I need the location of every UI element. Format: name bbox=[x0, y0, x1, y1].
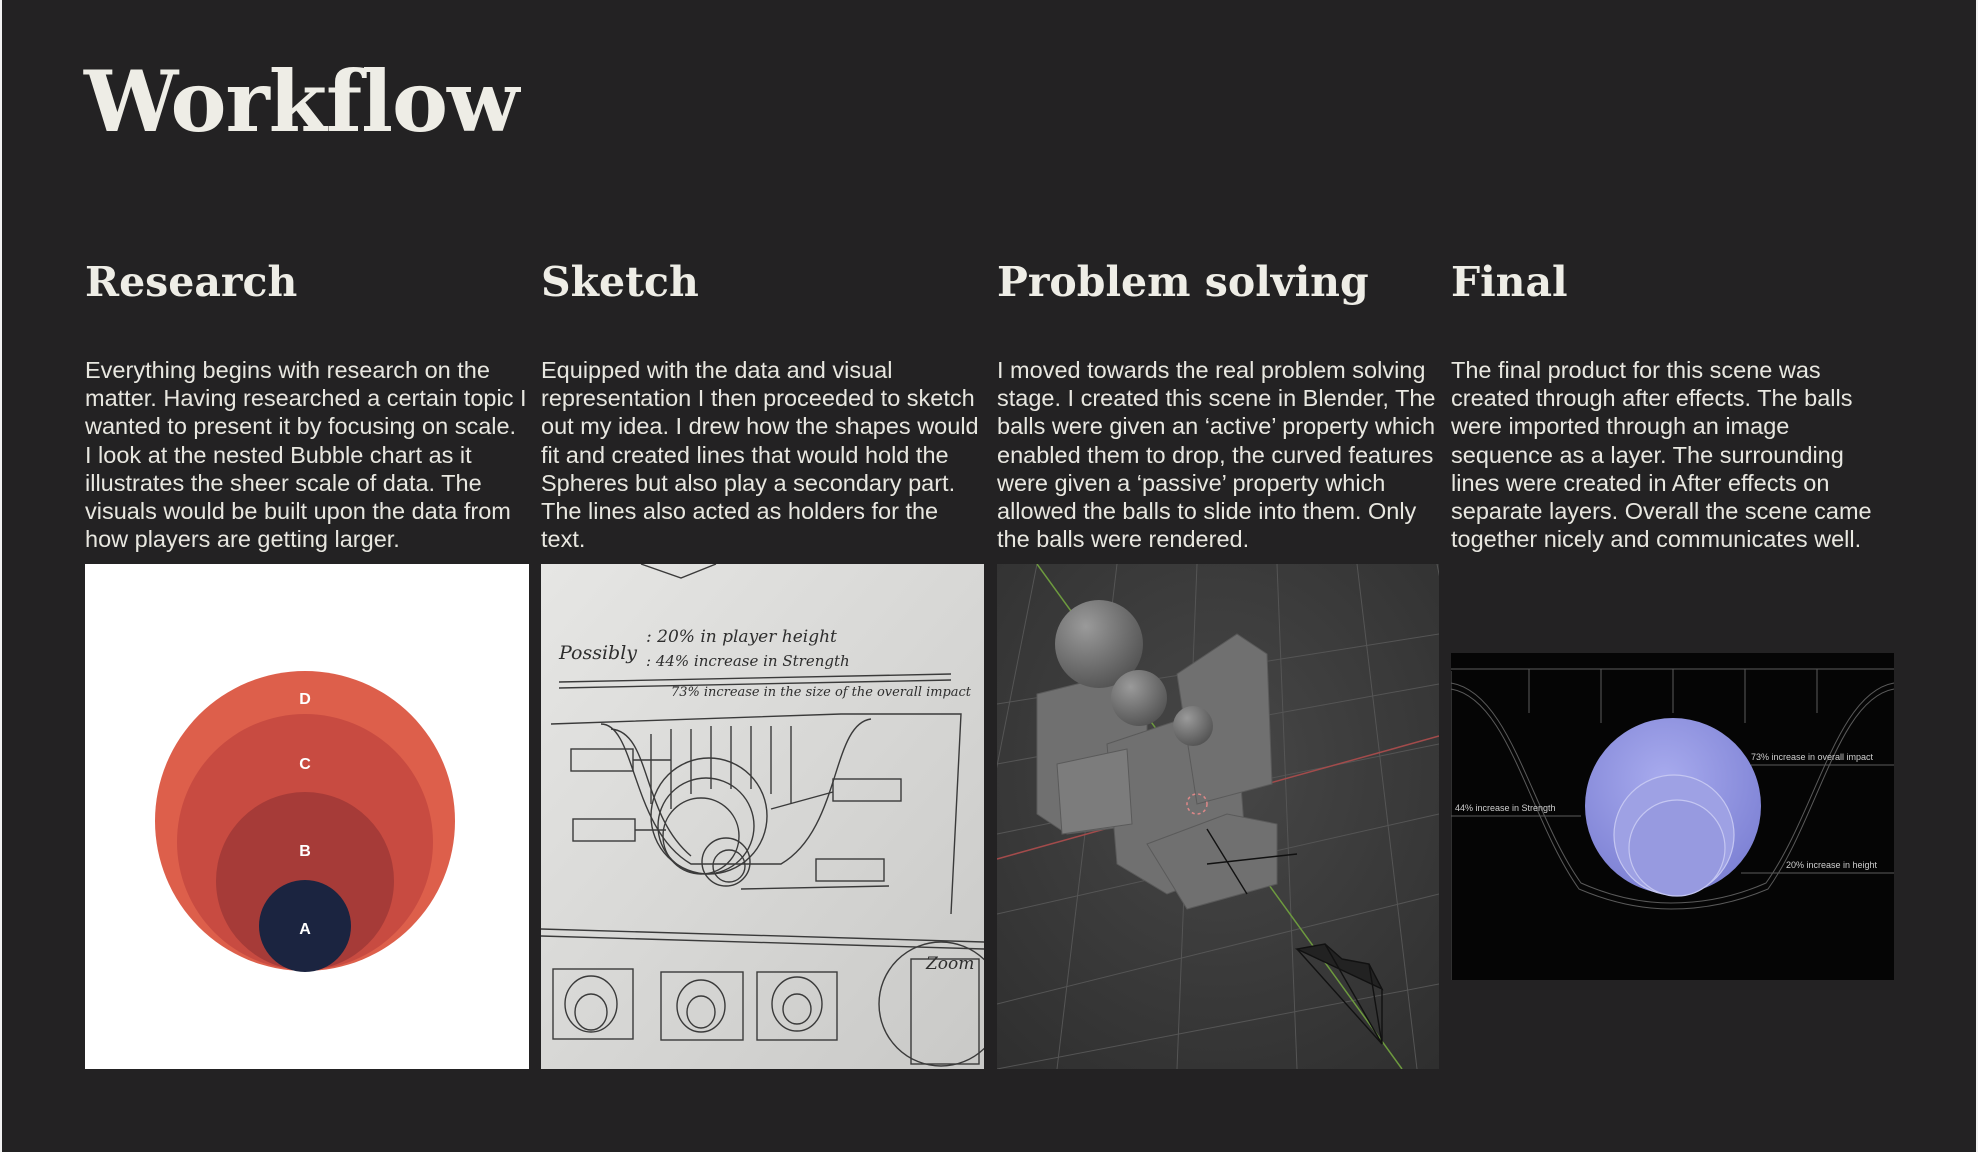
bubble-label-b: B bbox=[299, 843, 311, 860]
blender-scene bbox=[997, 564, 1439, 1069]
sketch-text: Equipped with the data and visual representation I then proceeded to sketch out my idea. I drew how the shapes would fit and created lines that would hold the Spheres but also play a secondary part. The lines also acted as holders for the text. bbox=[541, 357, 979, 553]
page-title: Workflow bbox=[84, 52, 519, 151]
sketch-photo bbox=[541, 564, 984, 1069]
research-bubble-chart bbox=[85, 564, 529, 1069]
sketch-note-possibly: Possibly bbox=[559, 642, 638, 664]
sketch-note-strength: : 44% increase in Strength bbox=[646, 652, 850, 670]
final-annotation-impact: 73% increase in overall impact bbox=[1751, 752, 1874, 762]
sketch-zoom-label: Zoom bbox=[926, 954, 975, 974]
final-text: The final product for this scene was created through after effects. The balls were imported through an image sequence as a layer. The surrounding lines were created in After effects on separate layers. Overall the scene came together nicely and communicates well. bbox=[1451, 357, 1872, 553]
sketch-note-impact: 73% increase in the size of the overall impact bbox=[671, 685, 972, 700]
bubble-chart-graphic bbox=[85, 564, 529, 1069]
research-text: Everything begins with research on the matter. Having researched a certain topic I wanted to present it by focusing on scale. I look at the nested Bubble chart as it illustrates the sheer scale of data. The visuals would be built upon the data from how players are getting larger. bbox=[85, 357, 527, 553]
final-render-graphic bbox=[1451, 653, 1894, 980]
blender-viewport bbox=[997, 564, 1439, 1069]
sketch-heading: Sketch bbox=[541, 258, 699, 306]
final-annotation-strength: 44% increase in Strength bbox=[1455, 803, 1556, 813]
final-render bbox=[1451, 653, 1894, 980]
sketch-note-height: : 20% in player height bbox=[646, 627, 837, 647]
final-heading: Final bbox=[1451, 258, 1568, 306]
page-left-border bbox=[0, 0, 2, 1152]
problem-solving-heading: Problem solving bbox=[997, 258, 1369, 306]
problem-solving-text: I moved towards the real problem solving stage. I created this scene in Blender, The balls were given an ‘active’ property which enabled them to drop, the curved features were given a ‘passive’ property which allowed the balls to slide into them. Only the balls were rendered. bbox=[997, 357, 1436, 553]
research-heading: Research bbox=[85, 258, 298, 306]
bubble-label-a: A bbox=[299, 921, 311, 938]
bubble-label-c: C bbox=[299, 756, 311, 773]
bubble-label-d: D bbox=[299, 691, 311, 708]
sketch-drawing bbox=[541, 564, 984, 1069]
final-annotation-height: 20% increase in height bbox=[1786, 860, 1878, 870]
